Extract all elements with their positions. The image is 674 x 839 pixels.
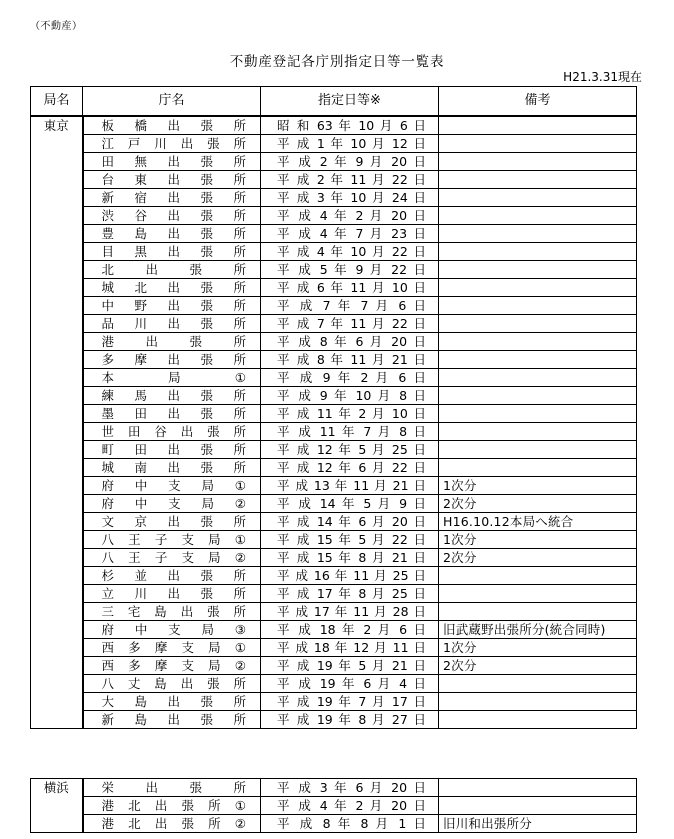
office-name: 八 王 子 支 局 ② — [83, 549, 261, 567]
designation-date: 平 成 3 年 6 月 20 日 — [261, 779, 439, 797]
remarks: 2次分 — [439, 657, 637, 675]
office-name: 港 出 張 所 — [83, 333, 261, 351]
designation-date: 平 成 2 年 11 月 22 日 — [261, 171, 439, 189]
table-row — [31, 779, 637, 797]
category-label: （不動産） — [30, 21, 83, 32]
remarks — [439, 711, 637, 729]
remarks — [439, 243, 637, 261]
office-name: 八 丈 島 出 張 所 — [83, 675, 261, 693]
remarks — [439, 567, 637, 585]
table-row — [31, 459, 637, 477]
remarks: 1次分 — [439, 531, 637, 549]
designation-date: 平 成 4 年 10 月 22 日 — [261, 243, 439, 261]
table-row — [31, 135, 637, 153]
office-name: 栄 出 張 所 — [83, 779, 261, 797]
header-date: 指定日等※ — [261, 87, 439, 117]
yokohama-body — [31, 779, 637, 833]
remarks — [439, 675, 637, 693]
remarks — [439, 603, 637, 621]
table-row — [31, 225, 637, 243]
remarks — [439, 693, 637, 711]
remarks: 2次分 — [439, 549, 637, 567]
remarks — [439, 279, 637, 297]
table-row — [31, 207, 637, 225]
remarks — [439, 171, 637, 189]
office-name: 杉 並 出 張 所 — [83, 567, 261, 585]
designation-date: 平 成 17 年 8 月 25 日 — [261, 585, 439, 603]
table-row — [31, 477, 637, 495]
table-row — [31, 441, 637, 459]
designation-date: 平 成 15 年 5 月 22 日 — [261, 531, 439, 549]
office-name: 立 川 出 張 所 — [83, 585, 261, 603]
table-row — [31, 495, 637, 513]
designation-date: 平 成 19 年 7 月 17 日 — [261, 693, 439, 711]
remarks: 2次分 — [439, 495, 637, 513]
table-row — [31, 153, 637, 171]
remarks — [439, 387, 637, 405]
designation-date: 平 成 8 年 8 月 1 日 — [261, 815, 439, 833]
office-name: 本 局 ① — [83, 369, 261, 387]
remarks — [439, 333, 637, 351]
table-row — [31, 603, 637, 621]
office-name: 城 北 出 張 所 — [83, 279, 261, 297]
office-name: 文 京 出 張 所 — [83, 513, 261, 531]
remarks — [439, 116, 637, 135]
office-name: 西 多 摩 支 局 ① — [83, 639, 261, 657]
office-name: 渋 谷 出 張 所 — [83, 207, 261, 225]
remarks — [439, 459, 637, 477]
designation-date: 平 成 11 年 7 月 8 日 — [261, 423, 439, 441]
office-name: 多 摩 出 張 所 — [83, 351, 261, 369]
designation-date: 平 成 7 年 11 月 22 日 — [261, 315, 439, 333]
remarks — [439, 405, 637, 423]
yokohama-table — [30, 778, 637, 833]
table-row — [31, 815, 637, 833]
remarks — [439, 153, 637, 171]
designation-date: 平 成 18 年 12 月 11 日 — [261, 639, 439, 657]
designation-date: 平 成 7 年 7 月 6 日 — [261, 297, 439, 315]
table-row — [31, 297, 637, 315]
office-name: 中 野 出 張 所 — [83, 297, 261, 315]
header-office: 庁名 — [83, 87, 261, 117]
office-name: 目 黒 出 張 所 — [83, 243, 261, 261]
office-name: 三 宅 島 出 張 所 — [83, 603, 261, 621]
designation-date: 平 成 4 年 2 月 20 日 — [261, 207, 439, 225]
remarks — [439, 261, 637, 279]
table-row — [31, 116, 637, 135]
office-name: 田 無 出 張 所 — [83, 153, 261, 171]
table-row — [31, 189, 637, 207]
tokyo-body — [31, 116, 637, 729]
table-row — [31, 387, 637, 405]
designation-date: 平 成 14 年 5 月 9 日 — [261, 495, 439, 513]
table-row — [31, 351, 637, 369]
remarks — [439, 779, 637, 797]
table-row — [31, 549, 637, 567]
designation-date: 平 成 18 年 2 月 6 日 — [261, 621, 439, 639]
remarks: 1次分 — [439, 639, 637, 657]
office-name: 江 戸 川 出 張 所 — [83, 135, 261, 153]
office-name: 西 多 摩 支 局 ② — [83, 657, 261, 675]
designation-date: 平 成 16 年 11 月 25 日 — [261, 567, 439, 585]
designation-date: 平 成 15 年 8 月 21 日 — [261, 549, 439, 567]
table-row — [31, 279, 637, 297]
table-row — [31, 639, 637, 657]
designation-date: 平 成 12 年 6 月 22 日 — [261, 459, 439, 477]
table-row — [31, 513, 637, 531]
table-row — [31, 621, 637, 639]
remarks — [439, 441, 637, 459]
remarks — [439, 189, 637, 207]
designation-date: 平 成 9 年 2 月 6 日 — [261, 369, 439, 387]
designation-date: 平 成 9 年 10 月 8 日 — [261, 387, 439, 405]
office-name: 台 東 出 張 所 — [83, 171, 261, 189]
tokyo-table — [30, 86, 637, 729]
designation-date: 平 成 14 年 6 月 20 日 — [261, 513, 439, 531]
office-name: 港 北 出 張 所 ① — [83, 797, 261, 815]
table-row — [31, 405, 637, 423]
table-row — [31, 797, 637, 815]
table-row — [31, 567, 637, 585]
bureau-name: 横浜 — [31, 779, 83, 833]
designation-date: 平 成 4 年 7 月 23 日 — [261, 225, 439, 243]
office-name: 墨 田 出 張 所 — [83, 405, 261, 423]
office-name: 府 中 支 局 ① — [83, 477, 261, 495]
header-note: 備考 — [439, 87, 637, 117]
office-name: 豊 島 出 張 所 — [83, 225, 261, 243]
bureau-name: 東京 — [31, 116, 83, 729]
office-name: 新 島 出 張 所 — [83, 711, 261, 729]
designation-date: 平 成 8 年 6 月 20 日 — [261, 333, 439, 351]
table-row — [31, 711, 637, 729]
remarks: 旧川和出張所分 — [439, 815, 637, 833]
table-row — [31, 693, 637, 711]
designation-date: 平 成 5 年 9 月 22 日 — [261, 261, 439, 279]
remarks — [439, 351, 637, 369]
remarks — [439, 225, 637, 243]
table-header-row — [31, 87, 637, 117]
office-name: 新 宿 出 張 所 — [83, 189, 261, 207]
office-name: 八 王 子 支 局 ① — [83, 531, 261, 549]
remarks — [439, 315, 637, 333]
designation-date: 平 成 11 年 2 月 10 日 — [261, 405, 439, 423]
header-bureau: 局名 — [31, 87, 83, 117]
as-of-date: H21.3.31現在 — [563, 70, 642, 84]
remarks: H16.10.12本局へ統合 — [439, 513, 637, 531]
office-name: 品 川 出 張 所 — [83, 315, 261, 333]
table-row — [31, 585, 637, 603]
remarks: 1次分 — [439, 477, 637, 495]
office-name: 港 北 出 張 所 ② — [83, 815, 261, 833]
table-row — [31, 243, 637, 261]
page-title: 不動産登記各庁別指定日等一覧表 — [229, 54, 445, 70]
table-row — [31, 657, 637, 675]
table-row — [31, 531, 637, 549]
designation-date: 平 成 4 年 2 月 20 日 — [261, 797, 439, 815]
designation-date: 昭 和 63 年 10 月 6 日 — [261, 116, 439, 135]
designation-date: 平 成 1 年 10 月 12 日 — [261, 135, 439, 153]
remarks — [439, 135, 637, 153]
office-name: 大 島 出 張 所 — [83, 693, 261, 711]
office-name: 府 中 支 局 ③ — [83, 621, 261, 639]
office-name: 町 田 出 張 所 — [83, 441, 261, 459]
table-row — [31, 423, 637, 441]
remarks — [439, 585, 637, 603]
remarks — [439, 369, 637, 387]
table-row — [31, 333, 637, 351]
office-name: 城 南 出 張 所 — [83, 459, 261, 477]
table-row — [31, 171, 637, 189]
remarks — [439, 207, 637, 225]
table-row — [31, 261, 637, 279]
table-row — [31, 369, 637, 387]
designation-date: 平 成 3 年 10 月 24 日 — [261, 189, 439, 207]
remarks: 旧武蔵野出張所分(統合同時) — [439, 621, 637, 639]
remarks — [439, 297, 637, 315]
remarks — [439, 797, 637, 815]
designation-date: 平 成 6 年 11 月 10 日 — [261, 279, 439, 297]
table-row — [31, 675, 637, 693]
designation-date: 平 成 19 年 6 月 4 日 — [261, 675, 439, 693]
designation-date: 平 成 19 年 5 月 21 日 — [261, 657, 439, 675]
office-name: 練 馬 出 張 所 — [83, 387, 261, 405]
office-name: 北 出 張 所 — [83, 261, 261, 279]
remarks — [439, 423, 637, 441]
table-row — [31, 315, 637, 333]
designation-date: 平 成 17 年 11 月 28 日 — [261, 603, 439, 621]
designation-date: 平 成 12 年 5 月 25 日 — [261, 441, 439, 459]
office-name: 板 橋 出 張 所 — [83, 116, 261, 135]
designation-date: 平 成 13 年 11 月 21 日 — [261, 477, 439, 495]
designation-date: 平 成 19 年 8 月 27 日 — [261, 711, 439, 729]
office-name: 府 中 支 局 ② — [83, 495, 261, 513]
designation-date: 平 成 2 年 9 月 20 日 — [261, 153, 439, 171]
designation-date: 平 成 8 年 11 月 21 日 — [261, 351, 439, 369]
office-name: 世 田 谷 出 張 所 — [83, 423, 261, 441]
